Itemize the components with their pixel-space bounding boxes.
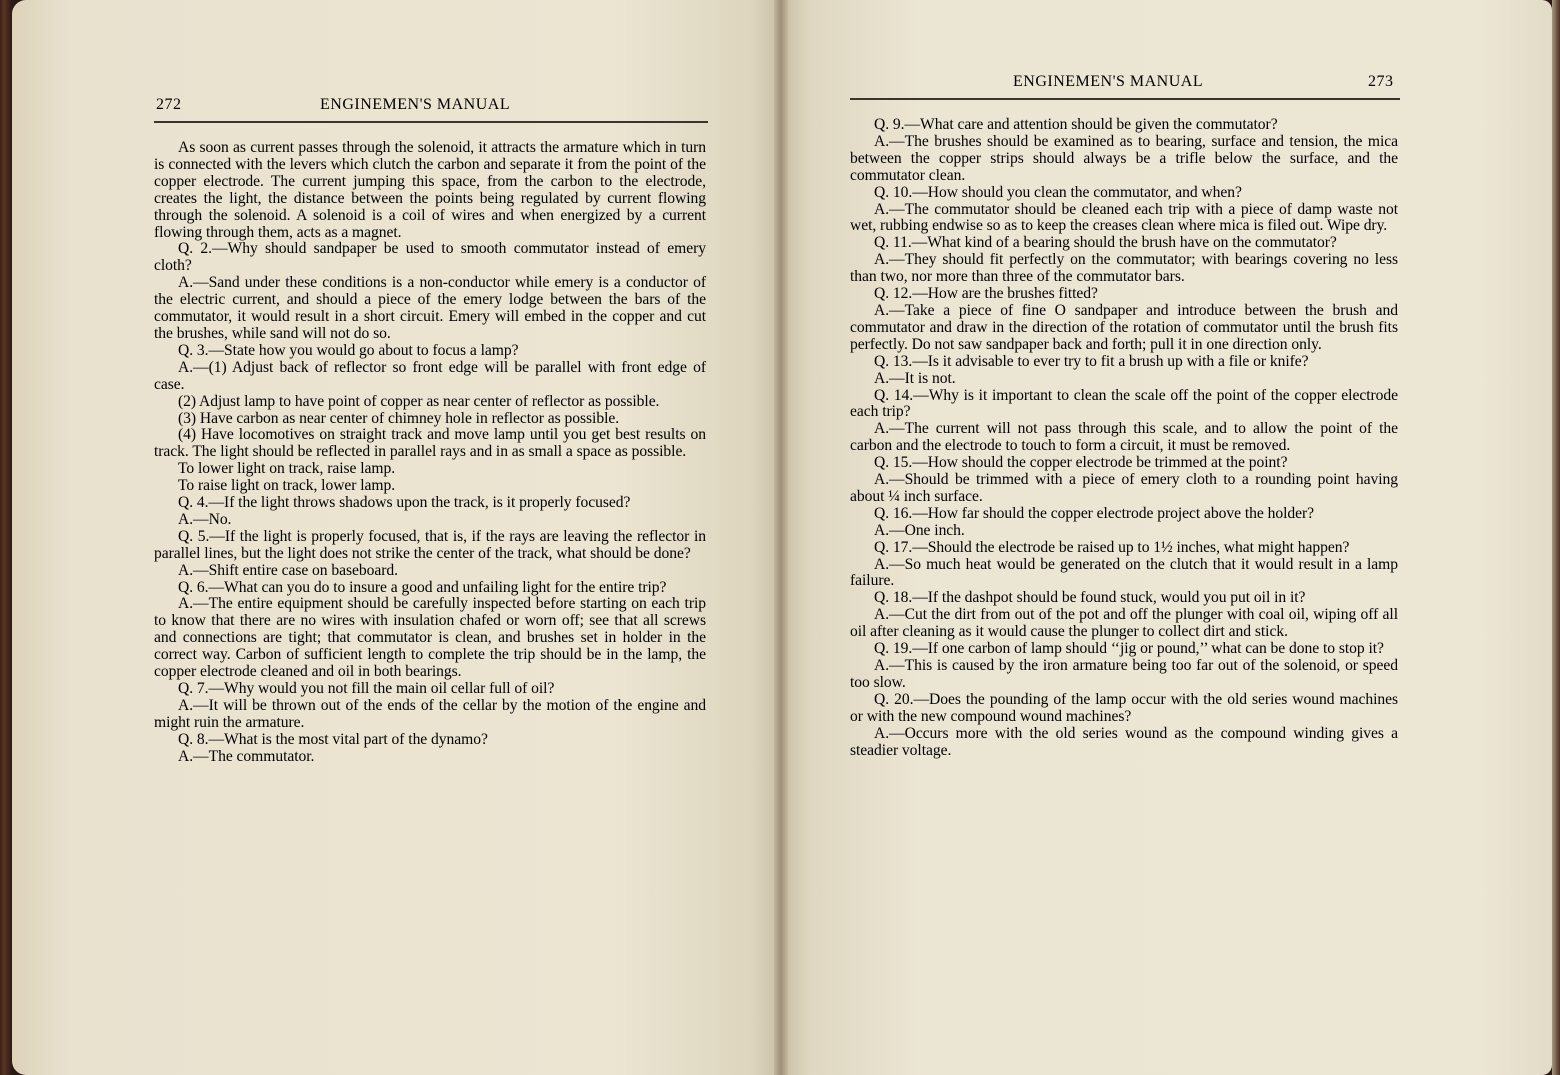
- paragraph: A.—No.: [178, 510, 232, 528]
- paragraph: Q. 2.—Why should sandpaper be used to smooth commutator instead of emery cloth?: [154, 240, 706, 275]
- paragraph: A.—Occurs more with the old series wound as the compound winding gives a steadier voltage.: [850, 724, 1398, 759]
- paragraph: A.—Sand under these conditions is a non-conductor while emery is a conductor of the electric current, and should a piece of the emery lodge between the bars of the commutator, it would result in a short circuit. Emery will embed in the copper and cut the brushes, while sand will not do so.: [154, 274, 706, 342]
- paragraph: Q. 6.—What can you do to insure a good and unfailing light for the entire trip?: [178, 578, 667, 596]
- paragraph: Q. 14.—Why is it important to clean the scale off the point of the copper electrode each trip?: [850, 386, 1398, 421]
- paragraph: (4) Have locomotives on straight track and move lamp until you get best results on track. The light should be reflected in parallel rays and in as small a space as possible.: [154, 426, 706, 461]
- right-page-number: 273: [1368, 73, 1394, 90]
- paragraph: Q. 4.—If the light throws shadows upon the track, is it properly focused?: [178, 494, 631, 512]
- paragraph: A.—It will be thrown out of the ends of the cellar by the motion of the engine and might ruin the armature.: [154, 696, 706, 731]
- paragraph: Q. 9.—What care and attention should be given the commutator?: [874, 116, 1278, 133]
- paragraph: A.—Should be trimmed with a piece of emery cloth to a rounding point having about ¼ inch surface.: [850, 471, 1398, 505]
- paragraph: A.—The brushes should be examined as to bearing, surface and tension, the mica between the copper strips should always be a trifle below the surface, and the commutator clean.: [850, 132, 1398, 184]
- paragraph: Q. 13.—Is it advisable to ever try to fit a brush up with a file or knife?: [874, 352, 1309, 370]
- left-page-number: 272: [156, 96, 182, 113]
- paragraph: To lower light on track, raise lamp.: [178, 460, 396, 478]
- paragraph: Q. 12.—How are the brushes fitted?: [874, 285, 1098, 303]
- paragraph: A.—The entire equipment should be carefully inspected before starting on each trip to know that there are no wires with insulation chafed or worn off; see that all screws and connections are tight; that commutator is clean, and brushes set in holder in the correct way. Carbon of sufficient length to complete the trip should be in the lamp, the copper electrode cleaned and oil in both bearings.: [154, 595, 706, 681]
- paragraph: Q. 20.—Does the pounding of the lamp occur with the old series wound machines or with the new compound wound machines?: [850, 690, 1398, 725]
- paragraph: Q. 18.—If the dashpot should be found stuck, would you put oil in it?: [874, 589, 1306, 607]
- paragraph: Q. 16.—How far should the copper electrode project above the holder?: [874, 504, 1314, 522]
- book-edge: [1552, 0, 1560, 1075]
- paragraph: A.—Shift entire case on baseboard.: [178, 561, 399, 579]
- paragraph: A.—Take a piece of fine O sandpaper and introduce between the brush and commutator and draw in the direction of the rotation of commutator until the brush fits perfectly. Do not saw sandpaper back and forth; pull it in one direction only.: [850, 301, 1398, 353]
- right-page-body: [850, 117, 1398, 759]
- paragraph: Q. 17.—Should the electrode be raised up to 1½ inches, what might happen?: [874, 538, 1350, 556]
- paragraph: A.—The commutator.: [178, 747, 315, 765]
- paragraph: A.—They should fit perfectly on the commutator; with bearings covering no less than two, nor more than three of the commutator bars.: [850, 251, 1398, 286]
- paragraph: A.—So much heat would be generated on the clutch that it would result in a lamp failure.: [850, 555, 1398, 590]
- book-gutter: [774, 0, 788, 1075]
- paragraph: Q. 8.—What is the most vital part of the dynamo?: [178, 730, 488, 748]
- paragraph: As soon as current passes through the solenoid, it attracts the armature which in turn is connected with the levers which clutch the carbon and separate it from the point of the copper electrode. The current jumping this space, from the carbon to the electrode, creates the light, the distance between the points being regulated by current flowing through the solenoid. A solenoid is a coil of wires and when energized by a current flowing through them, acts as a magnet.: [154, 139, 706, 241]
- paragraph: Q. 10.—How should you clean the commutator, and when?: [874, 183, 1242, 201]
- paragraph: Q. 11.—What kind of a bearing should the brush have on the commutator?: [874, 234, 1337, 252]
- paragraph: A.—This is caused by the iron armature being too far out of the solenoid, or speed too slow.: [850, 657, 1398, 691]
- paragraph: A.—The current will not pass through this scale, and to allow the point of the carbon and the electrode to touch to form a circuit, it must be removed.: [850, 420, 1398, 455]
- paragraph: Q. 3.—State how you would go about to focus a lamp?: [178, 341, 519, 359]
- paragraph: To raise light on track, lower lamp.: [178, 477, 396, 495]
- paragraph: A.—(1) Adjust back of reflector so front edge will be parallel with front edge of case.: [154, 358, 706, 393]
- right-header-rule: [850, 98, 1400, 100]
- paragraph: (3) Have carbon as near center of chimney hole in reflector as possible.: [178, 409, 620, 427]
- paragraph: Q. 15.—How should the copper electrode be trimmed at the point?: [874, 454, 1288, 472]
- paragraph: A.—It is not.: [874, 369, 956, 387]
- left-header-rule: [154, 121, 708, 123]
- right-running-head: ENGINEMEN'S MANUAL: [1013, 73, 1204, 90]
- paragraph: Q. 7.—Why would you not fill the main oil cellar full of oil?: [178, 680, 555, 697]
- left-page-body: [154, 140, 706, 766]
- paragraph: Q. 5.—If the light is properly focused, that is, if the rays are leaving the reflector in parallel lines, but the light does not strike the center of the track, what should be done?: [154, 527, 706, 562]
- left-running-head: ENGINEMEN'S MANUAL: [320, 96, 511, 113]
- paragraph: Q. 19.—If one carbon of lamp should ‘‘jig or pound,’’ what can be done to stop it?: [874, 640, 1384, 658]
- paragraph: A.—The commutator should be cleaned each trip with a piece of damp waste not wet, rubbing endwise so as to keep the creases clean where mica is filed out. Wipe dry.: [850, 200, 1398, 235]
- paragraph: A.—One inch.: [874, 521, 965, 539]
- paragraph: A.—Cut the dirt from out of the pot and off the plunger with coal oil, wiping off all oil after cleaning as it would cause the plunger to collect dirt and stick.: [850, 606, 1398, 641]
- paragraph: (2) Adjust lamp to have point of copper as near center of reflector as possible.: [178, 392, 660, 410]
